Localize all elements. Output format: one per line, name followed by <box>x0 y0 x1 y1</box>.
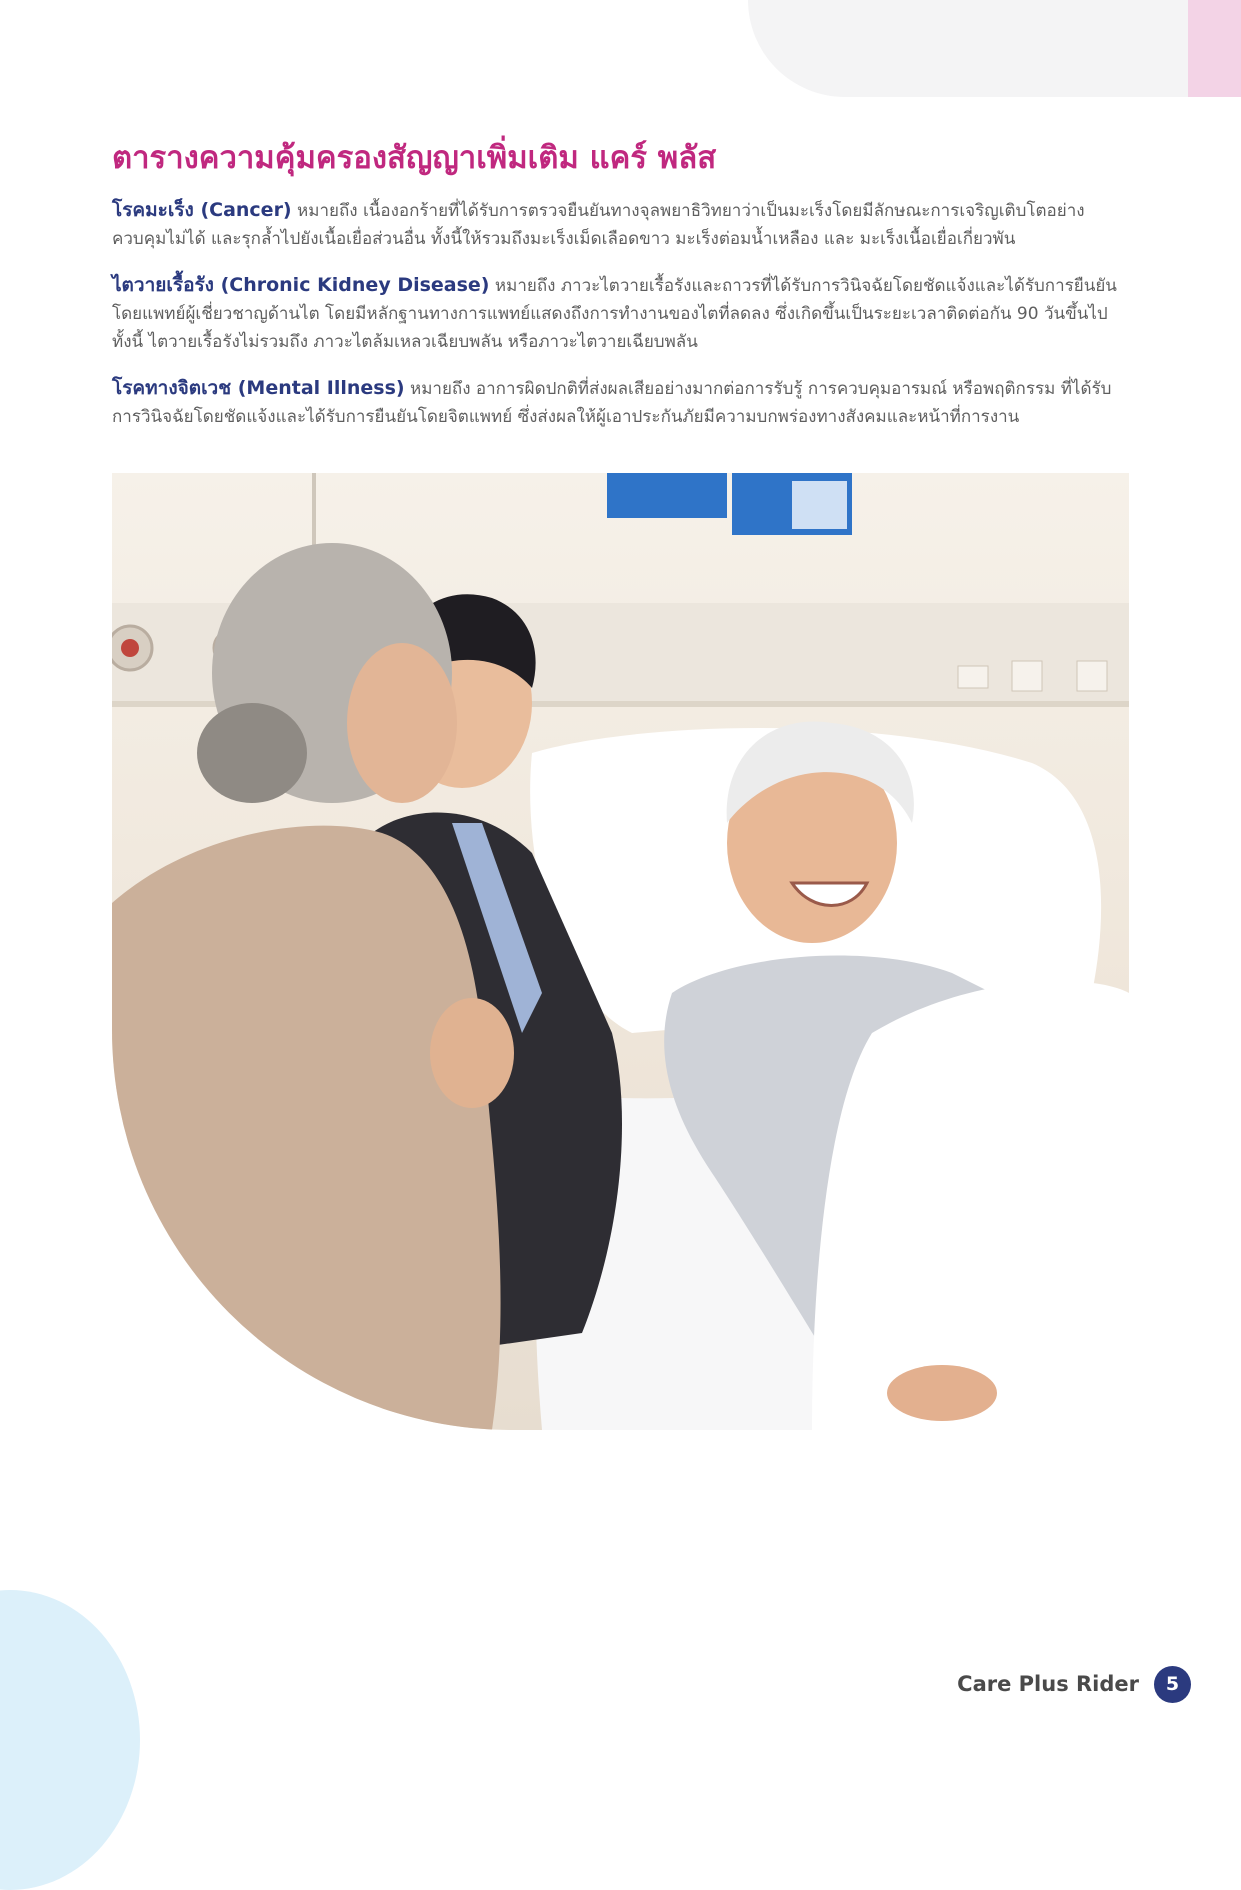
corner-decoration-blue <box>0 1590 140 1890</box>
wall-sign-panel <box>792 481 847 529</box>
grandmother-hair-bun <box>197 703 307 803</box>
wall-sign-board <box>607 473 727 518</box>
patient-hand <box>887 1365 997 1421</box>
grandmother-face <box>347 643 457 803</box>
definition-body: หมายถึง เนื้องอกร้ายที่ได้รับการตรวจยืนยันทางจุลพยาธิวิทยาว่าเป็นมะเร็งโดยมีลักษณะการเจริญเติบโตอย่างควบคุมไม่ได้ และรุกล้ำไปยังเนื้อเยื่อส่วนอื่น ทั้งนี้ให้รวมถึงมะเร็งเม็ดเลือดขาว มะเร็งต่อมน้ำเหลือง และ มะเร็งเนื้อเยื่อเกี่ยวพัน <box>112 201 1085 249</box>
definition-body: หมายถึง อาการผิดปกติที่ส่งผลเสียอย่างมากต่อการรับรู้ การควบคุมอารมณ์ หรือพฤติกรรม ที่ได้รับการวินิจฉัยโดยชัดแจ้งและได้รับการยืนยันโดยจิตแพทย์ ซึ่งส่งผลให้ผู้เอาประกันภัยมีความบกพร่องทางสังคมและหน้าที่การงาน <box>112 379 1112 427</box>
corner-decoration-pink <box>1188 0 1241 97</box>
definition-chronic-kidney-disease <box>112 271 1130 356</box>
footer-brand: Care Plus Rider <box>957 1672 1139 1696</box>
definitions-list <box>112 196 1130 449</box>
definition-cancer <box>112 196 1130 253</box>
page-title: ตารางความคุ้มครองสัญญาเพิ่มเติม แคร์ พลัส <box>112 140 717 176</box>
definition-term: ไตวายเรื้อรัง (Chronic Kidney Disease) <box>112 274 490 296</box>
wall-outlet <box>1077 661 1107 691</box>
grandmother-hand <box>430 998 514 1108</box>
hospital-family-photo <box>112 473 1129 1430</box>
page-number-badge: 5 <box>1154 1666 1191 1703</box>
corner-decoration-grey <box>748 0 1188 97</box>
photo-illustration <box>112 473 1129 1430</box>
definition-mental-illness <box>112 374 1130 431</box>
definition-term: โรคมะเร็ง (Cancer) <box>112 199 292 221</box>
wall-switch <box>958 666 988 688</box>
grandmother-sweater <box>112 826 501 1430</box>
wall-socket-valve <box>121 639 139 657</box>
definition-body: หมายถึง ภาวะไตวายเรื้อรังและถาวรที่ได้รับการวินิจฉัยโดยชัดแจ้งและได้รับการยืนยันโดยแพทย์ผู้เชี่ยวชาญด้านไต โดยมีหลักฐานทางการแพทย์แสดงถึงการทำงานของไตที่ลดลง ซึ่งเกิดขึ้นเป็นระยะเวลาติดต่อกัน 90 วันขึ้นไป ทั้งนี้ ไตวายเรื้อรังไม่รวมถึง ภาวะไตล้มเหลวเฉียบพลัน หรือภาวะไตวายเฉียบพลัน <box>112 276 1117 352</box>
definition-term: โรคทางจิตเวช (Mental Illness) <box>112 377 405 399</box>
wall-outlet <box>1012 661 1042 691</box>
